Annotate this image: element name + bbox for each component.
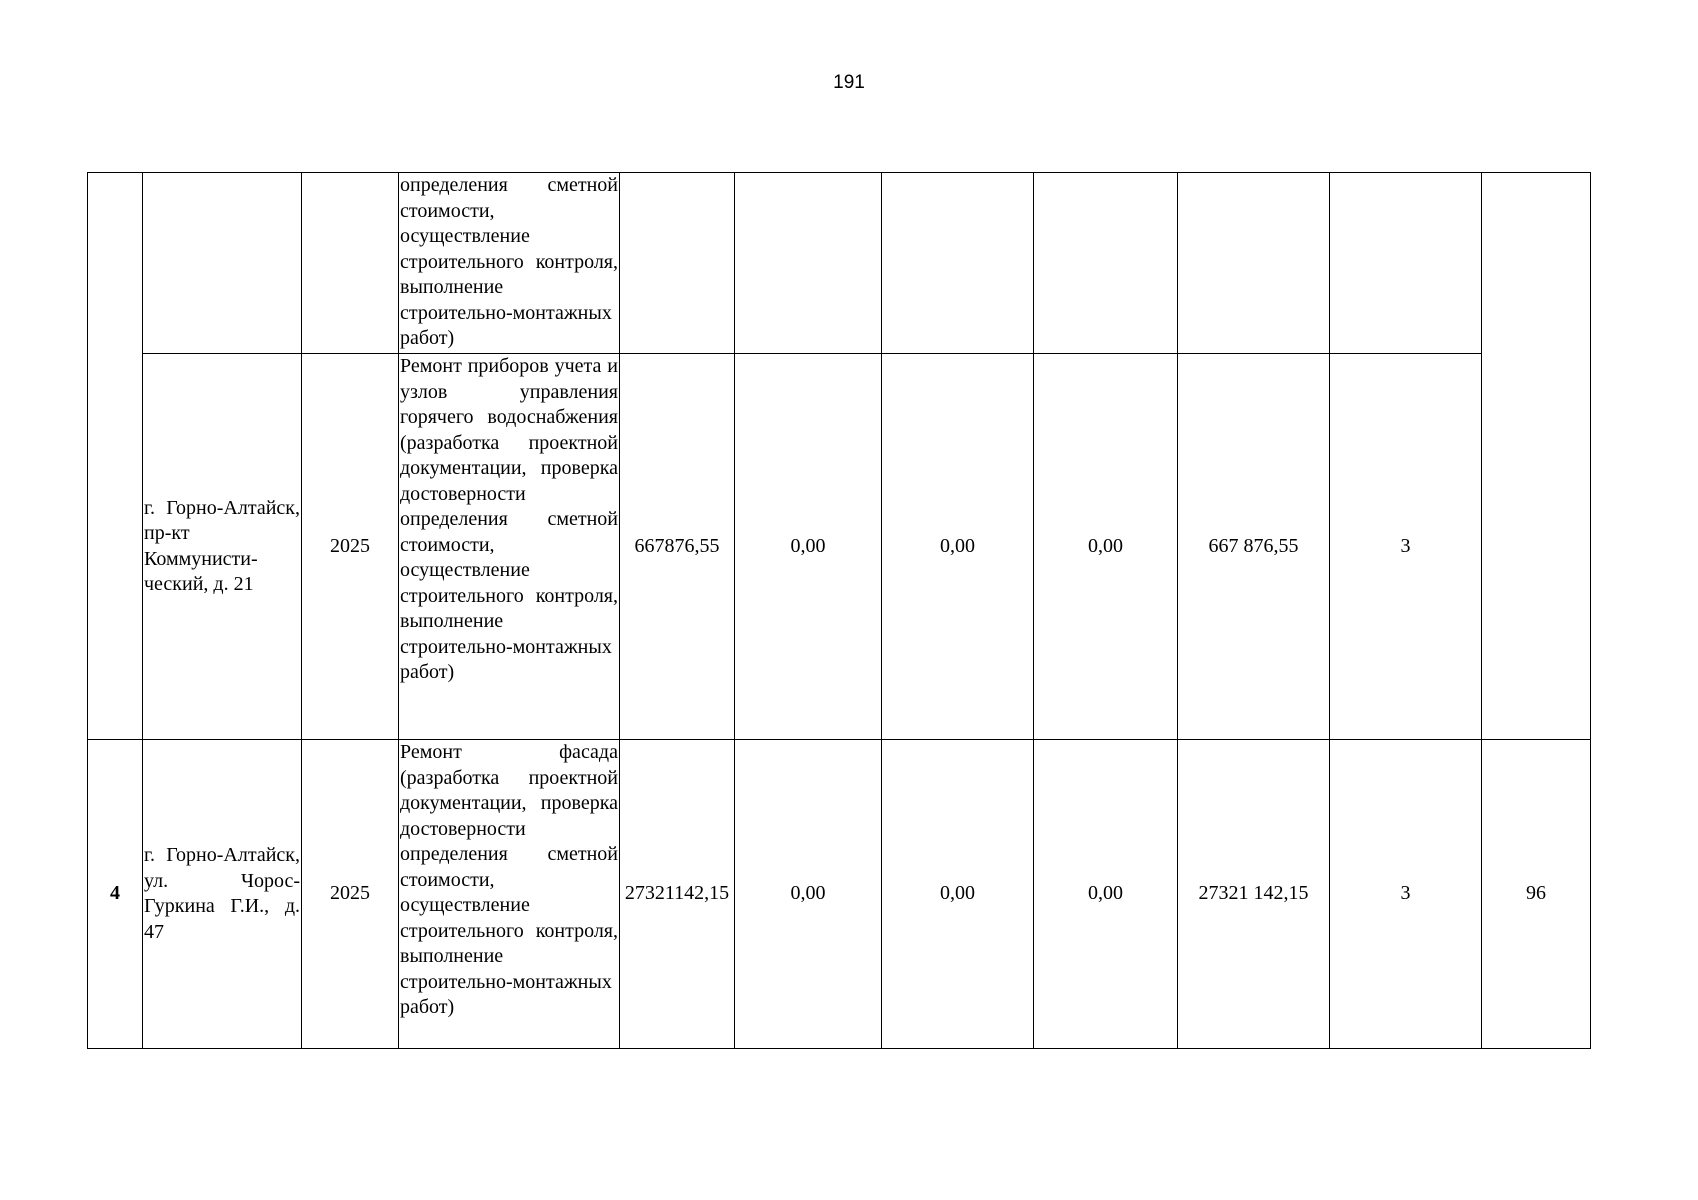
row-number-cell (88, 173, 143, 740)
value-cell: 0,00 (882, 740, 1034, 1049)
address-cell: г. Горно-Алтайск, пр-кт Коммунисти-ческий, д. 21 (143, 354, 302, 740)
value-cell: 3 (1330, 740, 1482, 1049)
value-cell: 0,00 (735, 740, 882, 1049)
value-cell: 0,00 (1034, 740, 1178, 1049)
value-cell: 0,00 (735, 354, 882, 740)
address-cell (143, 173, 302, 354)
total-cost-cell (620, 173, 735, 354)
total-cost-cell: 27321142,15 (620, 740, 735, 1049)
work-description-cell: определения сметной стоимости, осуществление строительного контроля, выполнение строительно-монтажных работ) (399, 173, 620, 354)
value-cell (1178, 173, 1330, 354)
table-row (88, 173, 1591, 354)
value-cell (735, 173, 882, 354)
value-cell: 0,00 (1034, 354, 1178, 740)
last-column-cell (1482, 173, 1591, 740)
value-cell: 667 876,55 (1178, 354, 1330, 740)
work-description-cell: Ремонт приборов учета и узлов управления горячего водоснабжения (разработка проектной документации, проверка достоверности определения сметной стоимости, осуществление строительного контроля, выполнение строительно-монтажных работ) (399, 354, 620, 740)
last-column-cell: 96 (1482, 740, 1591, 1049)
value-cell: 27321 142,15 (1178, 740, 1330, 1049)
value-cell: 0,00 (882, 354, 1034, 740)
table-row (88, 354, 1591, 740)
work-description-cell: Ремонт фасада (разработка проектной документации, проверка достоверности определения сметной стоимости, осуществление строительного контроля, выполнение строительно-монтажных работ) (399, 740, 620, 1049)
year-cell (302, 173, 399, 354)
row-number-cell: 4 (88, 740, 143, 1049)
page-number: 191 (833, 72, 865, 93)
table-row (88, 740, 1591, 1049)
year-cell: 2025 (302, 354, 399, 740)
works-table (87, 172, 1591, 1049)
year-cell: 2025 (302, 740, 399, 1049)
value-cell (1330, 173, 1482, 354)
value-cell: 3 (1330, 354, 1482, 740)
address-cell: г. Горно-Алтайск, ул. Чорос-Гуркина Г.И., д. 47 (143, 740, 302, 1049)
value-cell (1034, 173, 1178, 354)
total-cost-cell: 667876,55 (620, 354, 735, 740)
value-cell (882, 173, 1034, 354)
